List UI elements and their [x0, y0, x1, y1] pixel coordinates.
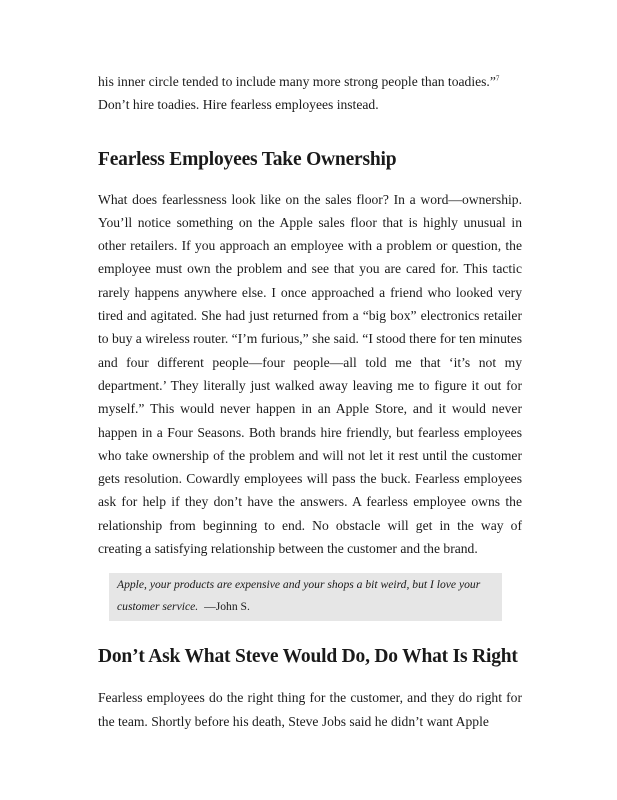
footnote-marker: 7 — [495, 74, 500, 83]
document-page — [98, 70, 522, 733]
intro-paragraph — [98, 70, 522, 117]
section-heading-do-right: Don’t Ask What Steve Would Do, Do What Is Right — [98, 646, 518, 668]
quote-text: Apple, your products are expensive and your shops a bit weird, but I love your customer service. — [117, 578, 481, 614]
body-paragraph-do-right: Fearless employees do the right thing for the customer, and they do right for the team. Shortly before his death, Steve Jobs said he didn’t want Apple — [98, 690, 522, 729]
section-heading-ownership: Fearless Employees Take Ownership — [98, 148, 397, 170]
body-paragraph-ownership: What does fearlessness look like on the sales floor? In a word—ownership. You’ll notice something on the Apple sales floor that is highly unusual in other retailers. If you approach an employee with a problem or question, the employee must own the problem and see that you are cared for. This tactic rarely happens anywhere else. I once approached a friend who looked very tired and agitated. She had just returned from a “big box” electronics retailer to buy a wireless router. “I’m furious,” she said. “I stood there for ten minutes and four different people—four people—all told me that ‘it’s not my department.’ They literally just walked away leaving me to figure it out for myself.” This would never happen in an Apple Store, and it would never happen in a Four Seasons. Both brands hire friendly, but fearless employees who take ownership of the problem and will not let it rest until the customer gets resolution. Cowardly employees will pass the buck. Fearless employees ask for help if they don’t have the answers. A fearless employee owns the relationship from beginning to end. No obstacle will get in the way of creating a satisfying relationship between the customer and the brand. — [98, 191, 522, 557]
intro-line-1: his inner circle tended to include many more strong people than toadies.” — [98, 74, 496, 89]
quote-attribution: —John S. — [204, 600, 250, 614]
intro-line-2: Don’t hire toadies. Hire fearless employees instead. — [98, 97, 379, 113]
customer-quote-box — [109, 573, 502, 621]
